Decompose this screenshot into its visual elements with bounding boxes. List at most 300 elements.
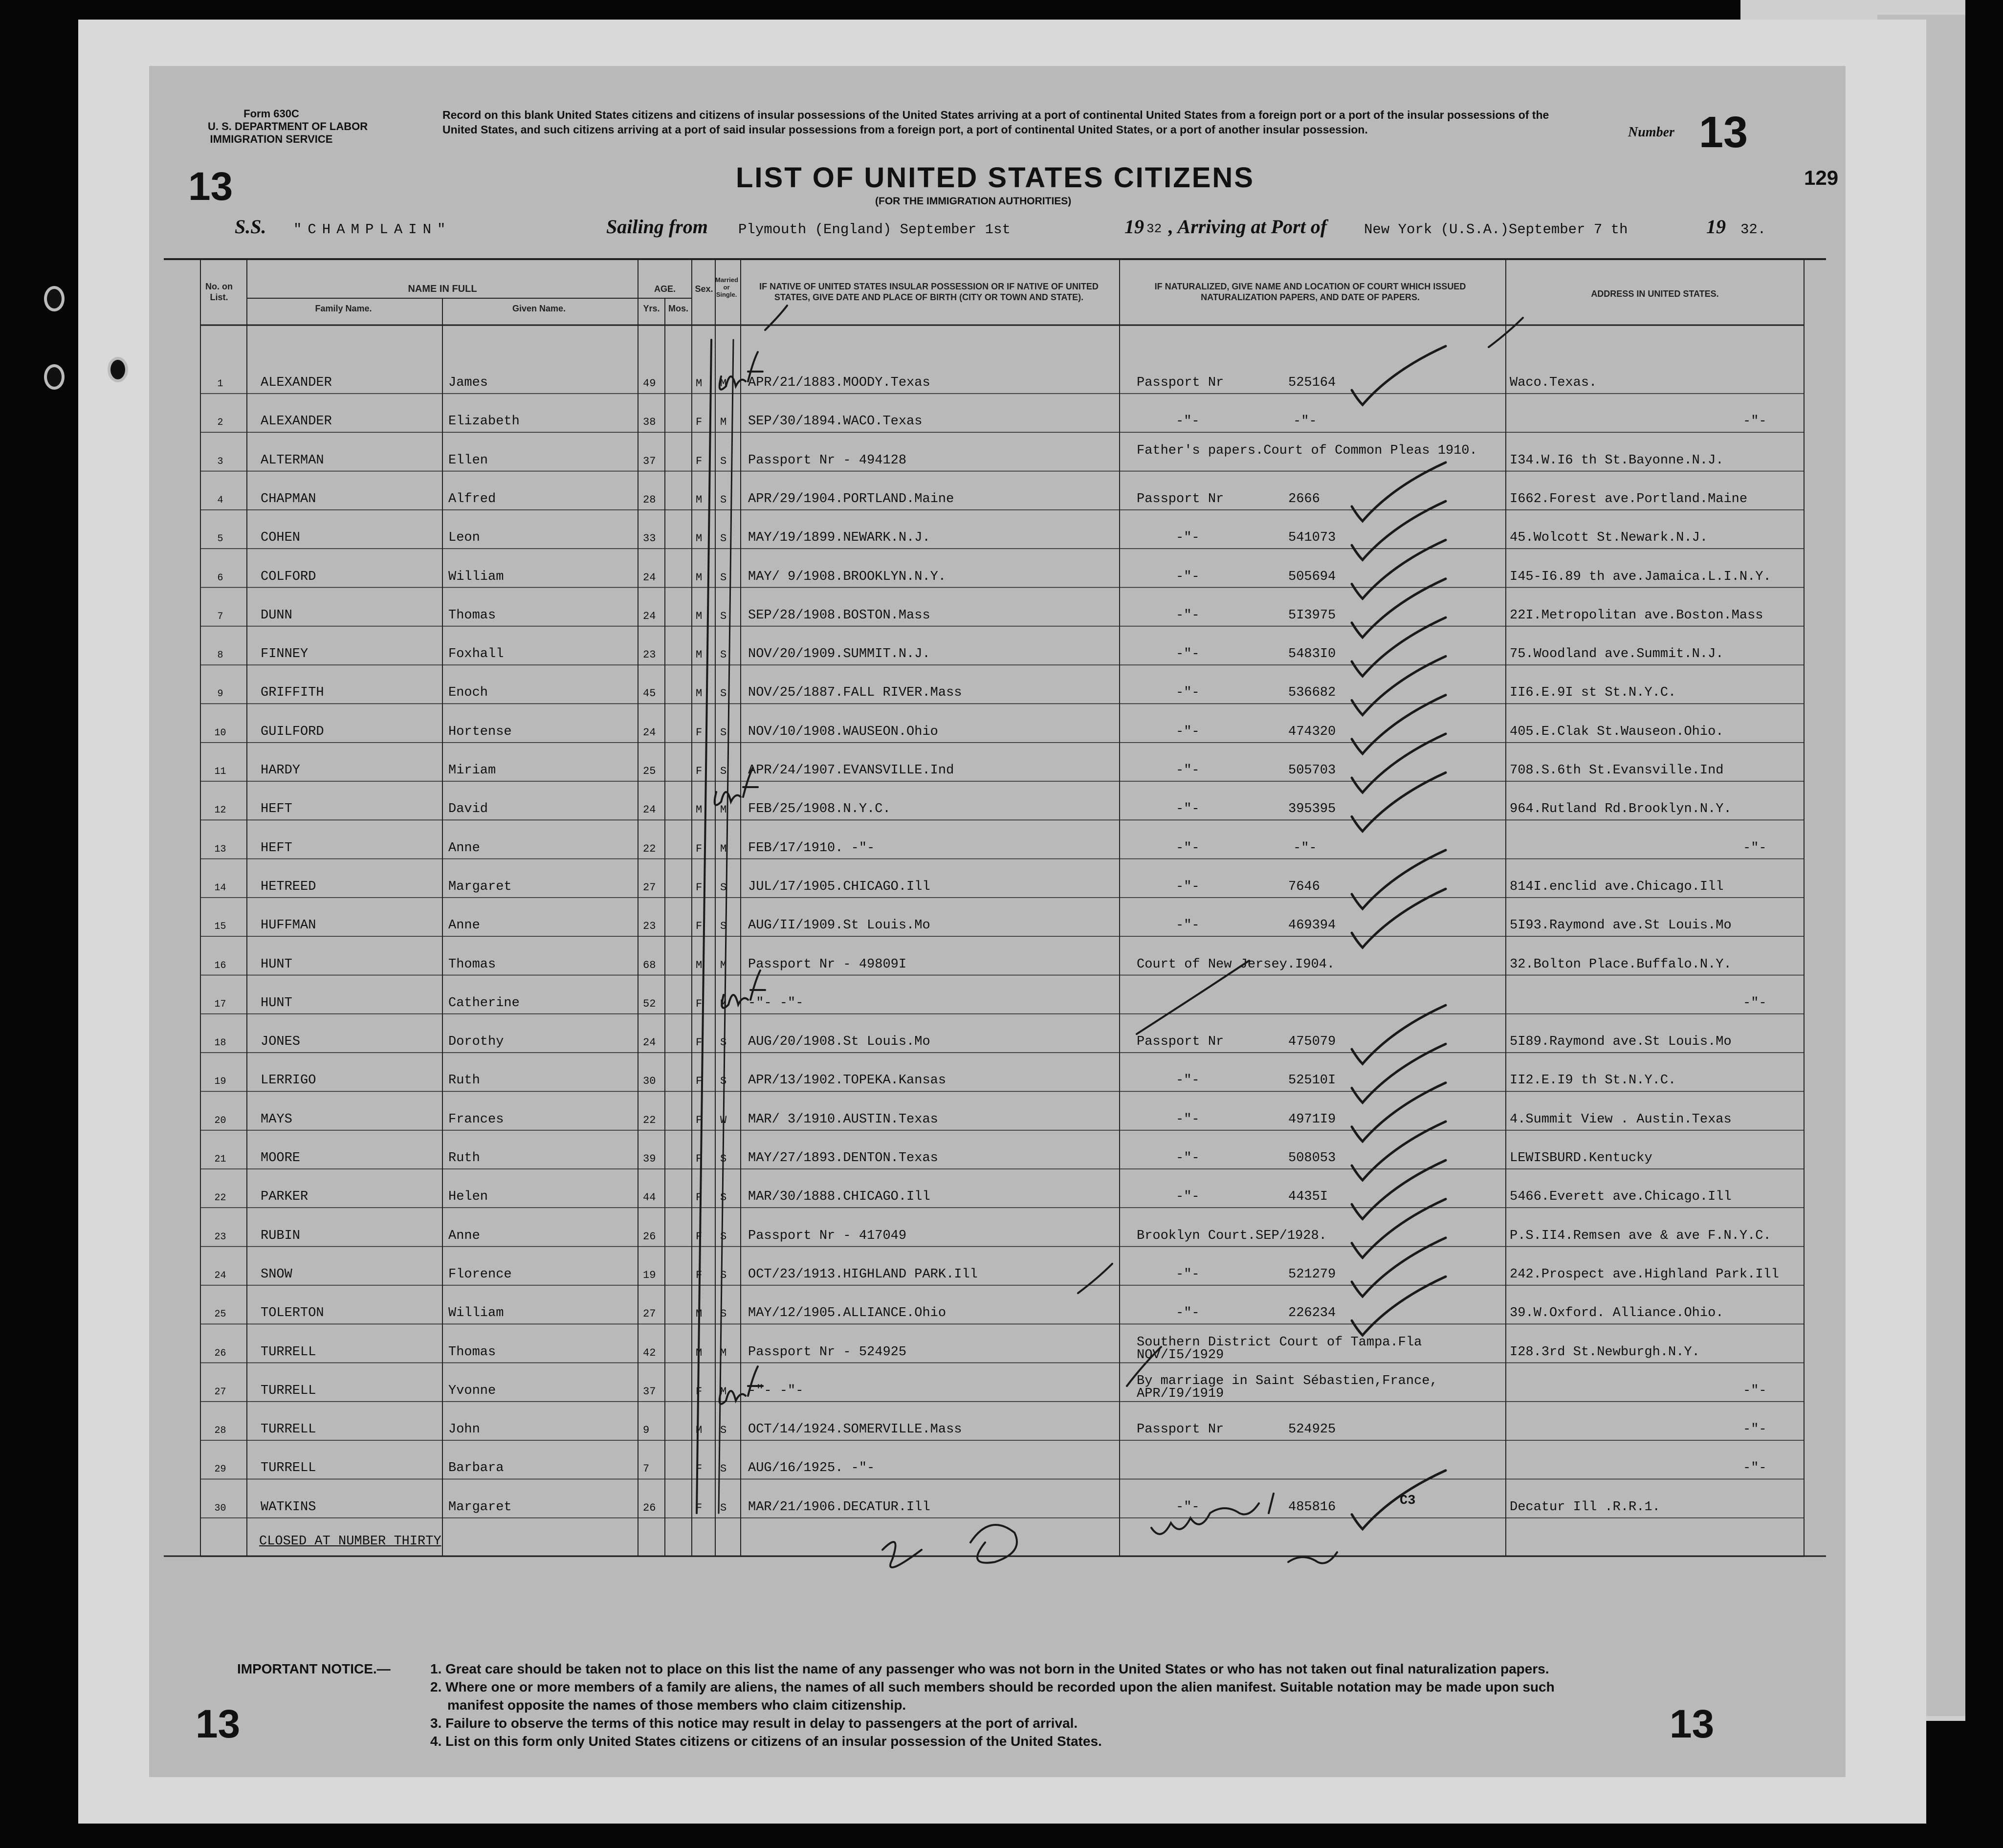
birth-info: JUL/17/1905.CHICAGO.Ill [748, 879, 930, 894]
sex: F [696, 1463, 703, 1475]
passport-number: 474320 [1288, 724, 1336, 739]
passport-number: 541073 [1288, 530, 1336, 546]
binder-hole [108, 357, 128, 382]
marital-status: S [720, 493, 727, 506]
birth-info: NOV/25/1887.FALL RIVER.Mass [748, 685, 962, 701]
birth-info: AUG/20/1908.St Louis.Mo [748, 1034, 930, 1050]
sex: M [696, 804, 703, 816]
passport-number: 2666 [1288, 491, 1320, 506]
passport-number: 475079 [1288, 1034, 1336, 1050]
sex: F [696, 842, 703, 855]
birth-info: OCT/14/1924.SOMERVILLE.Mass [748, 1422, 962, 1437]
form-instructions: Record on this blank United States citizens and citizens of insular possessions of the United States arriving at a port of continental United States from a foreign port or a port of the insular possessions of the United States, and such citizens arriving at a port of said insular possessions from a foreign port, a port of continental United States, or a port of another insular possession. [442, 109, 1549, 136]
given-name: Ruth [448, 1073, 480, 1088]
naturalization-checkmark [1352, 1199, 1446, 1258]
family-name: HEFT [261, 802, 292, 817]
ss-label: S.S. [235, 216, 266, 238]
family-name: LERRIGO [261, 1073, 316, 1088]
sex: F [696, 881, 703, 894]
age-years: 30 [643, 1075, 656, 1088]
marital-status: M [720, 416, 727, 429]
given-name: Anne [448, 1228, 480, 1243]
ship-name: "CHAMPLAIN" [293, 221, 452, 238]
family-name: HUNT [261, 995, 292, 1011]
us-address: 242.Prospect ave.Highland Park.Ill [1510, 1267, 1779, 1282]
naturalization-info: Southern District Court of Tampa.Fla NOV/I5/1929 [1137, 1335, 1422, 1363]
age-years: 24 [643, 571, 656, 584]
naturalization-info: Passport Nr [1137, 375, 1224, 390]
sex: M [696, 959, 703, 971]
naturalization-info: -"- [1176, 530, 1200, 546]
col-naturalized: IF NATURALIZED, GIVE NAME AND LOCATION OF COURT WHICH ISSUED NATURALIZATION PAPERS, AND DATE OF PAPERS. [1154, 282, 1466, 302]
marital-status: S [720, 1153, 727, 1165]
naturalization-checkmark [1352, 346, 1446, 405]
checkmark [1489, 318, 1523, 347]
age-years: 26 [643, 1501, 656, 1514]
sex: M [696, 532, 703, 545]
binder-hole [44, 364, 65, 390]
row-number: 14 [214, 882, 226, 894]
us-address: I45-I6.89 th ave.Jamaica.L.I.N.Y. [1510, 569, 1771, 584]
birth-info: NOV/20/1909.SUMMIT.N.J. [748, 647, 930, 662]
naturalization-info: -"- [1176, 1499, 1200, 1515]
sex: M [696, 687, 703, 700]
naturalization-checkmark [1352, 501, 1446, 560]
row-number: 18 [214, 1037, 226, 1049]
age-years: 24 [643, 804, 656, 816]
given-name: Helen [448, 1189, 488, 1205]
birth-info: APR/24/1907.EVANSVILLE.Ind [748, 763, 954, 778]
inspector-signature [882, 1494, 1274, 1567]
age-years: 9 [643, 1424, 650, 1437]
us-address: 5I89.Raymond ave.St Louis.Mo [1510, 1034, 1732, 1050]
notice-item-4: 4. List on this form only United States citizens or citizens of an insular possession of the United States. [430, 1734, 1102, 1749]
naturalization-info: Passport Nr [1137, 1422, 1224, 1437]
sex: F [696, 1501, 703, 1514]
naturalization-info: Father's papers.Court of Common Pleas 1910. [1137, 443, 1477, 458]
naturalization-checkmark [1352, 656, 1446, 715]
birth-info: NOV/10/1908.WAUSEON.Ohio [748, 724, 938, 739]
naturalization-info: -"- [1176, 1189, 1200, 1205]
passport-number: 505694 [1288, 569, 1336, 584]
us-address: 5I93.Raymond ave.St Louis.Mo [1510, 918, 1732, 933]
naturalization-info: -"- [1176, 1073, 1200, 1088]
us-address: II2.E.I9 th St.N.Y.C. [1510, 1073, 1676, 1088]
col-mos: Mos. [668, 304, 688, 313]
sex: F [696, 1153, 703, 1165]
naturalization-checkmark [1352, 1160, 1446, 1219]
row-number: 26 [214, 1347, 226, 1359]
given-name: Enoch [448, 685, 488, 701]
birth-info: MAR/21/1906.DECATUR.Ill [748, 1499, 930, 1515]
family-name: GRIFFITH [261, 685, 324, 701]
family-name: HARDY [261, 763, 301, 778]
us-address: 22I.Metropolitan ave.Boston.Mass [1510, 608, 1763, 623]
marital-status: S [720, 765, 727, 777]
manifest-number: 13 [1699, 108, 1748, 157]
birth-info: MAY/19/1899.NEWARK.N.J. [748, 530, 930, 546]
row-number: 11 [214, 766, 226, 777]
checkmark [1078, 1264, 1112, 1293]
row-number: 4 [217, 494, 223, 506]
row-number: 23 [214, 1231, 226, 1243]
given-name: Ellen [448, 453, 488, 468]
naturalization-checkmark [1352, 695, 1446, 754]
binder-hole [44, 286, 65, 311]
age-years: 26 [643, 1230, 656, 1243]
age-years: 39 [643, 1153, 656, 1165]
row-number: 22 [214, 1192, 226, 1204]
tally-stroke [697, 340, 711, 1513]
us-address: -"- [1743, 1461, 1767, 1476]
birth-info: FEB/25/1908.N.Y.C. [748, 802, 891, 817]
col-yrs: Yrs. [643, 304, 660, 313]
family-name: FINNEY [261, 647, 308, 662]
given-name: Elizabeth [448, 414, 520, 429]
marital-status: S [720, 920, 727, 933]
wf-handwriting [715, 768, 758, 805]
marital-status: S [720, 649, 727, 661]
form-title: LIST OF UNITED STATES CITIZENS [736, 162, 1255, 194]
passport-number: 4971I9 [1288, 1112, 1336, 1127]
passport-number: 52510I [1288, 1073, 1336, 1088]
closing-line: CLOSED AT NUMBER THIRTY [259, 1534, 441, 1549]
sex: M [696, 1424, 703, 1437]
marital-status: S [720, 1463, 727, 1475]
marital-status: S [720, 1424, 727, 1437]
us-address: P.S.II4.Remsen ave & ave F.N.Y.C. [1510, 1228, 1771, 1243]
given-name: Thomas [448, 608, 496, 623]
age-years: 27 [643, 881, 656, 894]
inspector-signature [1288, 1552, 1337, 1563]
age-years: 24 [643, 610, 656, 622]
us-address: Decatur Ill .R.R.1. [1510, 1499, 1660, 1515]
family-name: TOLERTON [261, 1306, 324, 1321]
given-name: Ruth [448, 1151, 480, 1166]
birth-info: OCT/23/1913.HIGHLAND PARK.Ill [748, 1267, 978, 1282]
family-name: JONES [261, 1034, 301, 1050]
given-name: David [448, 802, 488, 817]
checkmark [1127, 1347, 1161, 1386]
family-name: HETREED [261, 879, 316, 894]
birth-info: MAR/30/1888.CHICAGO.Ill [748, 1189, 930, 1205]
page-bottom-left: 13 [196, 1702, 241, 1746]
marital-status: S [720, 1501, 727, 1514]
marital-status: M [720, 377, 727, 390]
naturalization-info: -"- [1176, 569, 1200, 584]
age-years: 37 [643, 455, 656, 467]
row-number: 10 [214, 727, 226, 739]
row-number: 16 [214, 960, 226, 971]
sex: M [696, 1308, 703, 1320]
row-number: 9 [217, 688, 223, 700]
family-name: ALTERMAN [261, 453, 324, 468]
marital-status: S [720, 1269, 727, 1281]
birth-info: Passport Nr - 417049 [748, 1228, 907, 1243]
page-bottom-right: 13 [1670, 1702, 1715, 1746]
naturalization-info: -"- [1176, 414, 1200, 429]
birth-info: SEP/30/1894.WACO.Texas [748, 414, 923, 429]
number-label: Number [1628, 125, 1674, 140]
age-years: 45 [643, 687, 656, 700]
naturalization-checkmark [1352, 772, 1446, 831]
birth-info: APR/13/1902.TOPEKA.Kansas [748, 1073, 946, 1088]
notice-item-2-cont: manifest opposite the names of those members who claim citizenship. [447, 1697, 906, 1713]
age-years: 42 [643, 1346, 656, 1359]
sex: F [696, 1036, 703, 1049]
age-years: 7 [643, 1463, 650, 1475]
col-family-name: Family Name. [315, 304, 372, 313]
sex: F [696, 765, 703, 777]
birth-info: FEB/17/1910. -"- [748, 840, 875, 856]
passport-number: 469394 [1288, 918, 1336, 933]
age-years: 27 [643, 1308, 656, 1320]
year-prefix-2: 19 [1706, 216, 1726, 238]
passport-number: 4435I [1288, 1189, 1328, 1205]
us-address: -"- [1743, 840, 1767, 856]
given-name: William [448, 1306, 504, 1321]
naturalization-checkmark [1352, 1471, 1446, 1529]
year-prefix-1: 19 [1124, 216, 1144, 238]
family-name: COLFORD [261, 569, 316, 584]
row-number: 20 [214, 1115, 226, 1126]
arriving-port: New York (U.S.A.)September 7 th [1364, 221, 1628, 238]
age-years: 22 [643, 1114, 656, 1126]
naturalization-checkmark [1352, 1083, 1446, 1142]
marital-status: S [720, 1308, 727, 1320]
us-address: Waco.Texas. [1510, 375, 1597, 390]
row-number: 15 [214, 921, 226, 933]
passport-number: 395395 [1288, 802, 1336, 817]
marital-status: M [720, 959, 727, 971]
family-name: HUFFMAN [261, 918, 316, 933]
sex: F [696, 455, 703, 467]
marital-status: S [720, 726, 727, 739]
col-sex: Sex. [695, 284, 713, 294]
us-address: -"- [1743, 995, 1767, 1011]
marital-status: S [720, 1036, 727, 1049]
birth-info: Passport Nr - 524925 [748, 1344, 907, 1360]
family-name: TURRELL [261, 1461, 316, 1476]
sex: M [696, 1346, 703, 1359]
page-number: 129 [1804, 166, 1839, 189]
row-number: 24 [214, 1270, 226, 1281]
annotation-c3: C3 [1400, 1494, 1416, 1508]
given-name: Anne [448, 918, 480, 933]
age-years: 23 [643, 649, 656, 661]
us-address: 32.Bolton Place.Buffalo.N.Y. [1510, 957, 1732, 972]
age-years: 33 [643, 532, 656, 545]
naturalization-info: -"- [1176, 840, 1200, 856]
sex: F [696, 1114, 703, 1126]
passport-number: 5I3975 [1288, 608, 1336, 623]
birth-info: SEP/28/1908.BOSTON.Mass [748, 608, 930, 623]
row-number: 12 [214, 805, 226, 816]
age-years: 44 [643, 1191, 656, 1204]
sex: F [696, 1191, 703, 1204]
naturalization-checkmark [1352, 889, 1446, 947]
department: U. S. DEPARTMENT OF LABOR [208, 120, 368, 132]
year-1: 32 [1146, 221, 1162, 236]
naturalization-info: -"- [1176, 608, 1200, 623]
passport-number: 505703 [1288, 763, 1336, 778]
row-number: 6 [217, 572, 223, 584]
passport-number: 5483I0 [1288, 647, 1336, 662]
family-name: SNOW [261, 1267, 292, 1282]
given-name: William [448, 569, 504, 584]
given-name: John [448, 1422, 480, 1437]
naturalization-info: -"- [1176, 1112, 1200, 1127]
family-name: WATKINS [261, 1499, 316, 1515]
naturalization-info: -"- [1176, 763, 1200, 778]
wf-handwriting [720, 352, 763, 390]
passport-number: 521279 [1288, 1267, 1336, 1282]
marital-status: S [720, 455, 727, 467]
sex: F [696, 997, 703, 1010]
given-name: Barbara [448, 1461, 504, 1476]
naturalization-checkmark [1352, 1122, 1446, 1180]
birth-info: Passport Nr - 494128 [748, 453, 907, 468]
age-years: 24 [643, 726, 656, 739]
family-name: TURRELL [261, 1344, 316, 1360]
us-address: 45.Wolcott St.Newark.N.J. [1510, 530, 1708, 546]
naturalization-info: Brooklyn Court.SEP/1928. [1137, 1228, 1327, 1243]
naturalization-info: -"- [1176, 724, 1200, 739]
naturalization-info: -"- [1176, 802, 1200, 817]
marital-status: M [720, 997, 727, 1010]
given-name: Thomas [448, 1344, 496, 1360]
col-birth: IF NATIVE OF UNITED STATES INSULAR POSSESSION OR IF NATIVE OF UNITED STATES, GIVE DATE AND PLACE OF BIRTH (CITY OR TOWN AND STATE). [759, 282, 1099, 302]
marital-status: W [720, 1114, 727, 1126]
birth-info: AUG/16/1925. -"- [748, 1461, 875, 1476]
marital-status: S [720, 571, 727, 584]
given-name: Yvonne [448, 1383, 496, 1398]
row-number: 25 [214, 1309, 226, 1320]
us-address: 5466.Everett ave.Chicago.Ill [1510, 1189, 1732, 1205]
col-given-name: Given Name. [512, 304, 566, 313]
handwritten-checkmarks [149, 66, 1846, 1777]
naturalization-checkmark [1352, 579, 1446, 638]
us-address: I662.Forest ave.Portland.Maine [1510, 491, 1748, 506]
given-name: Leon [448, 530, 480, 546]
sailing-from: Plymouth (England) September 1st [738, 221, 1011, 238]
given-name: Margaret [448, 879, 512, 894]
given-name: Catherine [448, 995, 520, 1011]
row-number: 21 [214, 1154, 226, 1165]
passport-number: 508053 [1288, 1151, 1336, 1166]
us-address: -"- [1743, 1422, 1767, 1437]
family-name: ALEXANDER [261, 414, 332, 429]
checkmark [1137, 961, 1249, 1034]
given-name: Florence [448, 1267, 512, 1282]
marital-status: M [720, 842, 727, 855]
naturalization-checkmark [1352, 617, 1446, 676]
birth-info: MAR/ 3/1910.AUSTIN.Texas [748, 1112, 938, 1127]
notice-heading: IMPORTANT NOTICE.— [237, 1661, 391, 1676]
sex: M [696, 571, 703, 584]
given-name: Alfred [448, 491, 496, 506]
birth-info: MAY/12/1905.ALLIANCE.Ohio [748, 1306, 946, 1321]
sex: F [696, 1075, 703, 1088]
family-name: MOORE [261, 1151, 301, 1166]
passport-number: 226234 [1288, 1306, 1336, 1321]
us-address: 75.Woodland ave.Summit.N.J. [1510, 647, 1724, 662]
naturalization-info: Passport Nr [1137, 491, 1224, 506]
row-number: 7 [217, 611, 223, 622]
given-name: Miriam [448, 763, 496, 778]
sex: F [696, 1269, 703, 1281]
family-name: CHAPMAN [261, 491, 316, 506]
us-address: -"- [1743, 414, 1767, 429]
passport-number: -"- [1293, 414, 1317, 429]
birth-info: -"- -"- [748, 1383, 804, 1398]
checkmark [765, 306, 787, 330]
age-years: 24 [643, 1036, 656, 1049]
passport-number: 485816 [1288, 1499, 1336, 1515]
age-years: 19 [643, 1269, 656, 1281]
naturalization-checkmark [1352, 1044, 1446, 1102]
given-name: Frances [448, 1112, 504, 1127]
naturalization-info: -"- [1176, 647, 1200, 662]
naturalization-info: By marriage in Saint Sébastien,France, APR/I9/1919 [1137, 1373, 1438, 1401]
sex: M [696, 610, 703, 622]
age-years: 52 [643, 997, 656, 1010]
given-name: Dorothy [448, 1034, 504, 1050]
col-no: No. on List. [205, 282, 233, 302]
birth-info: MAY/27/1893.DENTON.Texas [748, 1151, 938, 1166]
marital-status: M [720, 1385, 727, 1398]
us-address: 39.W.Oxford. Alliance.Ohio. [1510, 1306, 1724, 1321]
row-number: 3 [217, 456, 223, 467]
sex: M [696, 649, 703, 661]
col-married: Married or Single. [715, 276, 738, 298]
age-years: 38 [643, 416, 656, 429]
us-address: II6.E.9I st St.N.Y.C. [1510, 685, 1676, 701]
us-address: I28.3rd St.Newburgh.N.Y. [1510, 1344, 1700, 1360]
us-address: 964.Rutland Rd.Brooklyn.N.Y. [1510, 802, 1732, 817]
marital-status: M [720, 1346, 727, 1359]
naturalization-checkmark [1352, 1005, 1446, 1064]
given-name: Margaret [448, 1499, 512, 1515]
age-years: 23 [643, 920, 656, 933]
marital-status: S [720, 1230, 727, 1243]
given-name: James [448, 375, 488, 390]
notice-item-1: 1. Great care should be taken not to place on this list the name of any passenger who was not born in the United States or who has not taken out final naturalization papers. [430, 1661, 1549, 1676]
family-name: DUNN [261, 608, 292, 623]
notice-item-3: 3. Failure to observe the terms of this notice may result in delay to passengers at the port of arrival. [430, 1716, 1078, 1731]
naturalization-info: -"- [1176, 1306, 1200, 1321]
marital-status: S [720, 687, 727, 700]
col-name-in-full: NAME IN FULL [408, 284, 477, 294]
naturalization-info: -"- [1176, 1151, 1200, 1166]
given-name: Anne [448, 840, 480, 856]
naturalization-info: Court of New Jersey.I904. [1137, 957, 1335, 972]
family-name: HEFT [261, 840, 292, 856]
birth-info: AUG/II/1909.St Louis.Mo [748, 918, 930, 933]
tally-stroke [719, 340, 733, 1513]
family-name: TURRELL [261, 1383, 316, 1398]
manifest-form [149, 66, 1846, 1777]
naturalization-info: -"- [1176, 1267, 1200, 1282]
age-years: 28 [643, 493, 656, 506]
marital-status: S [720, 881, 727, 894]
sex: F [696, 1230, 703, 1243]
marital-status: S [720, 1075, 727, 1088]
marital-status: S [720, 1191, 727, 1204]
row-number: 19 [214, 1076, 226, 1088]
sex: F [696, 416, 703, 429]
col-age: AGE. [654, 284, 676, 294]
